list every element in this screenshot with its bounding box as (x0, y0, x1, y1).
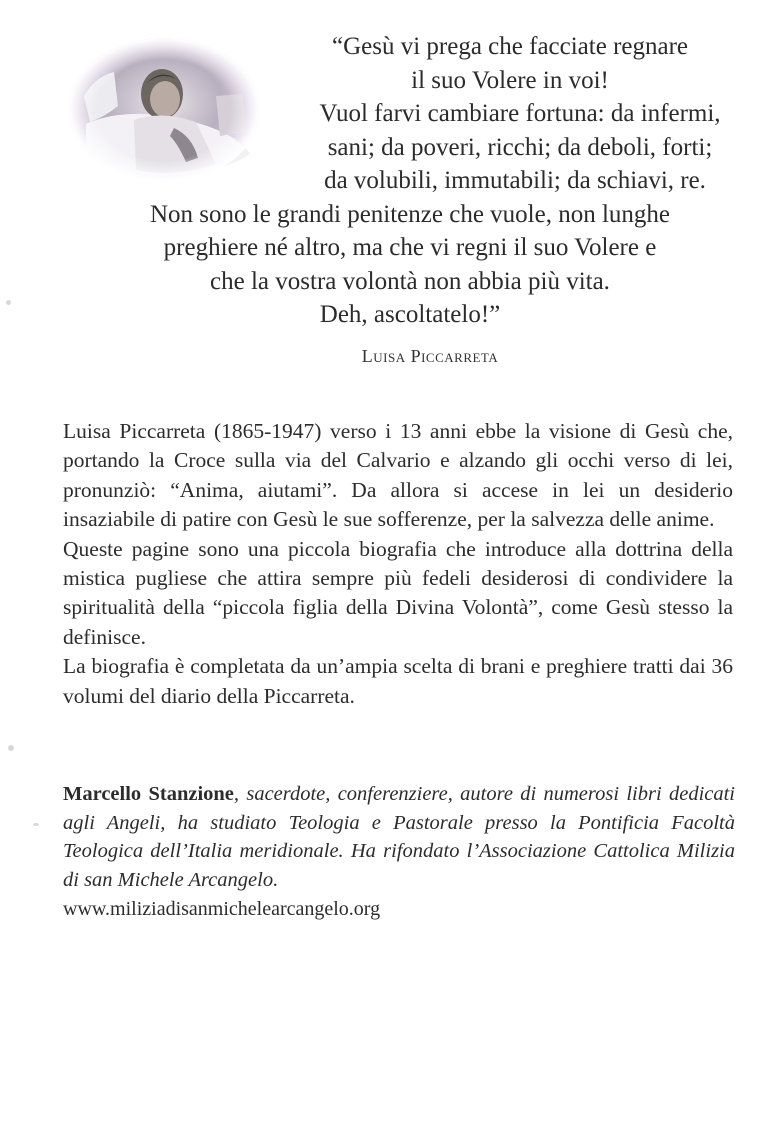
description-paragraph: Luisa Piccarreta (1865-1947) verso i 13 anni ebbe la visione di Gesù che, portando la Croce sulla via del Calvario e alzando gli occhi verso di lei, pronunziò: “Anima, aiutami”. Da allora si accese in lei un desiderio insaziabile di patire con Gesù le sue sofferenze, per la salvezza delle anime. (63, 419, 733, 532)
description (63, 417, 733, 711)
website-url: www.miliziadisanmichelearcangelo.org (63, 898, 381, 920)
quote-line: il suo Volere in voi! (411, 66, 609, 94)
quote-line: preghiere né altro, ma che vi regni il suo Volere e (163, 234, 657, 261)
paper-speck (8, 745, 14, 751)
author-description: , sacerdote, conferenziere, autore di numerosi libri dedicati agli Angeli, ha studiato Teologia e Pastorale presso la Pontificia Facoltà Teologica dell’Italia meridionale. Ha rifondato l’Associazione Cattolica Milizia di san Michele Arcangelo. (63, 783, 735, 891)
description-paragraph: La biografia è completata da un’ampia scelta di brani e preghiere tratti dai 36 volumi del diario della Piccarreta. (63, 654, 733, 708)
quote-line: che la vostra volontà non abbia più vita. (210, 267, 610, 295)
quote-line: “Gesù vi prega che facciate regnare (331, 33, 689, 60)
quote-block (60, 30, 760, 332)
paper-speck (6, 300, 11, 305)
quote-line: sani; da poveri, ricchi; da deboli, forti; (327, 133, 713, 161)
quote-line: da volubili, immutabili; da schiavi, re. (324, 167, 706, 194)
author-bio (63, 780, 735, 894)
quote-attribution: Luisa Piccarreta (361, 346, 499, 366)
paper-speck (33, 823, 39, 826)
description-paragraph: Queste pagine sono una piccola biografia che introduce alla dottrina della mistica pugliese che attira sempre più fedeli desiderosi di condividere la spiritualità della “piccola figlia della Divina Volontà”, come Gesù stesso la definisce. (63, 536, 733, 649)
quote-line: Non sono le grandi penitenze che vuole, non lunghe (150, 200, 670, 228)
quote-line: Deh, ascoltatelo!” (319, 301, 501, 328)
quote-line: Vuol farvi cambiare fortuna: da infermi, (319, 100, 721, 127)
author-name: Marcello Stanzione (63, 783, 234, 805)
